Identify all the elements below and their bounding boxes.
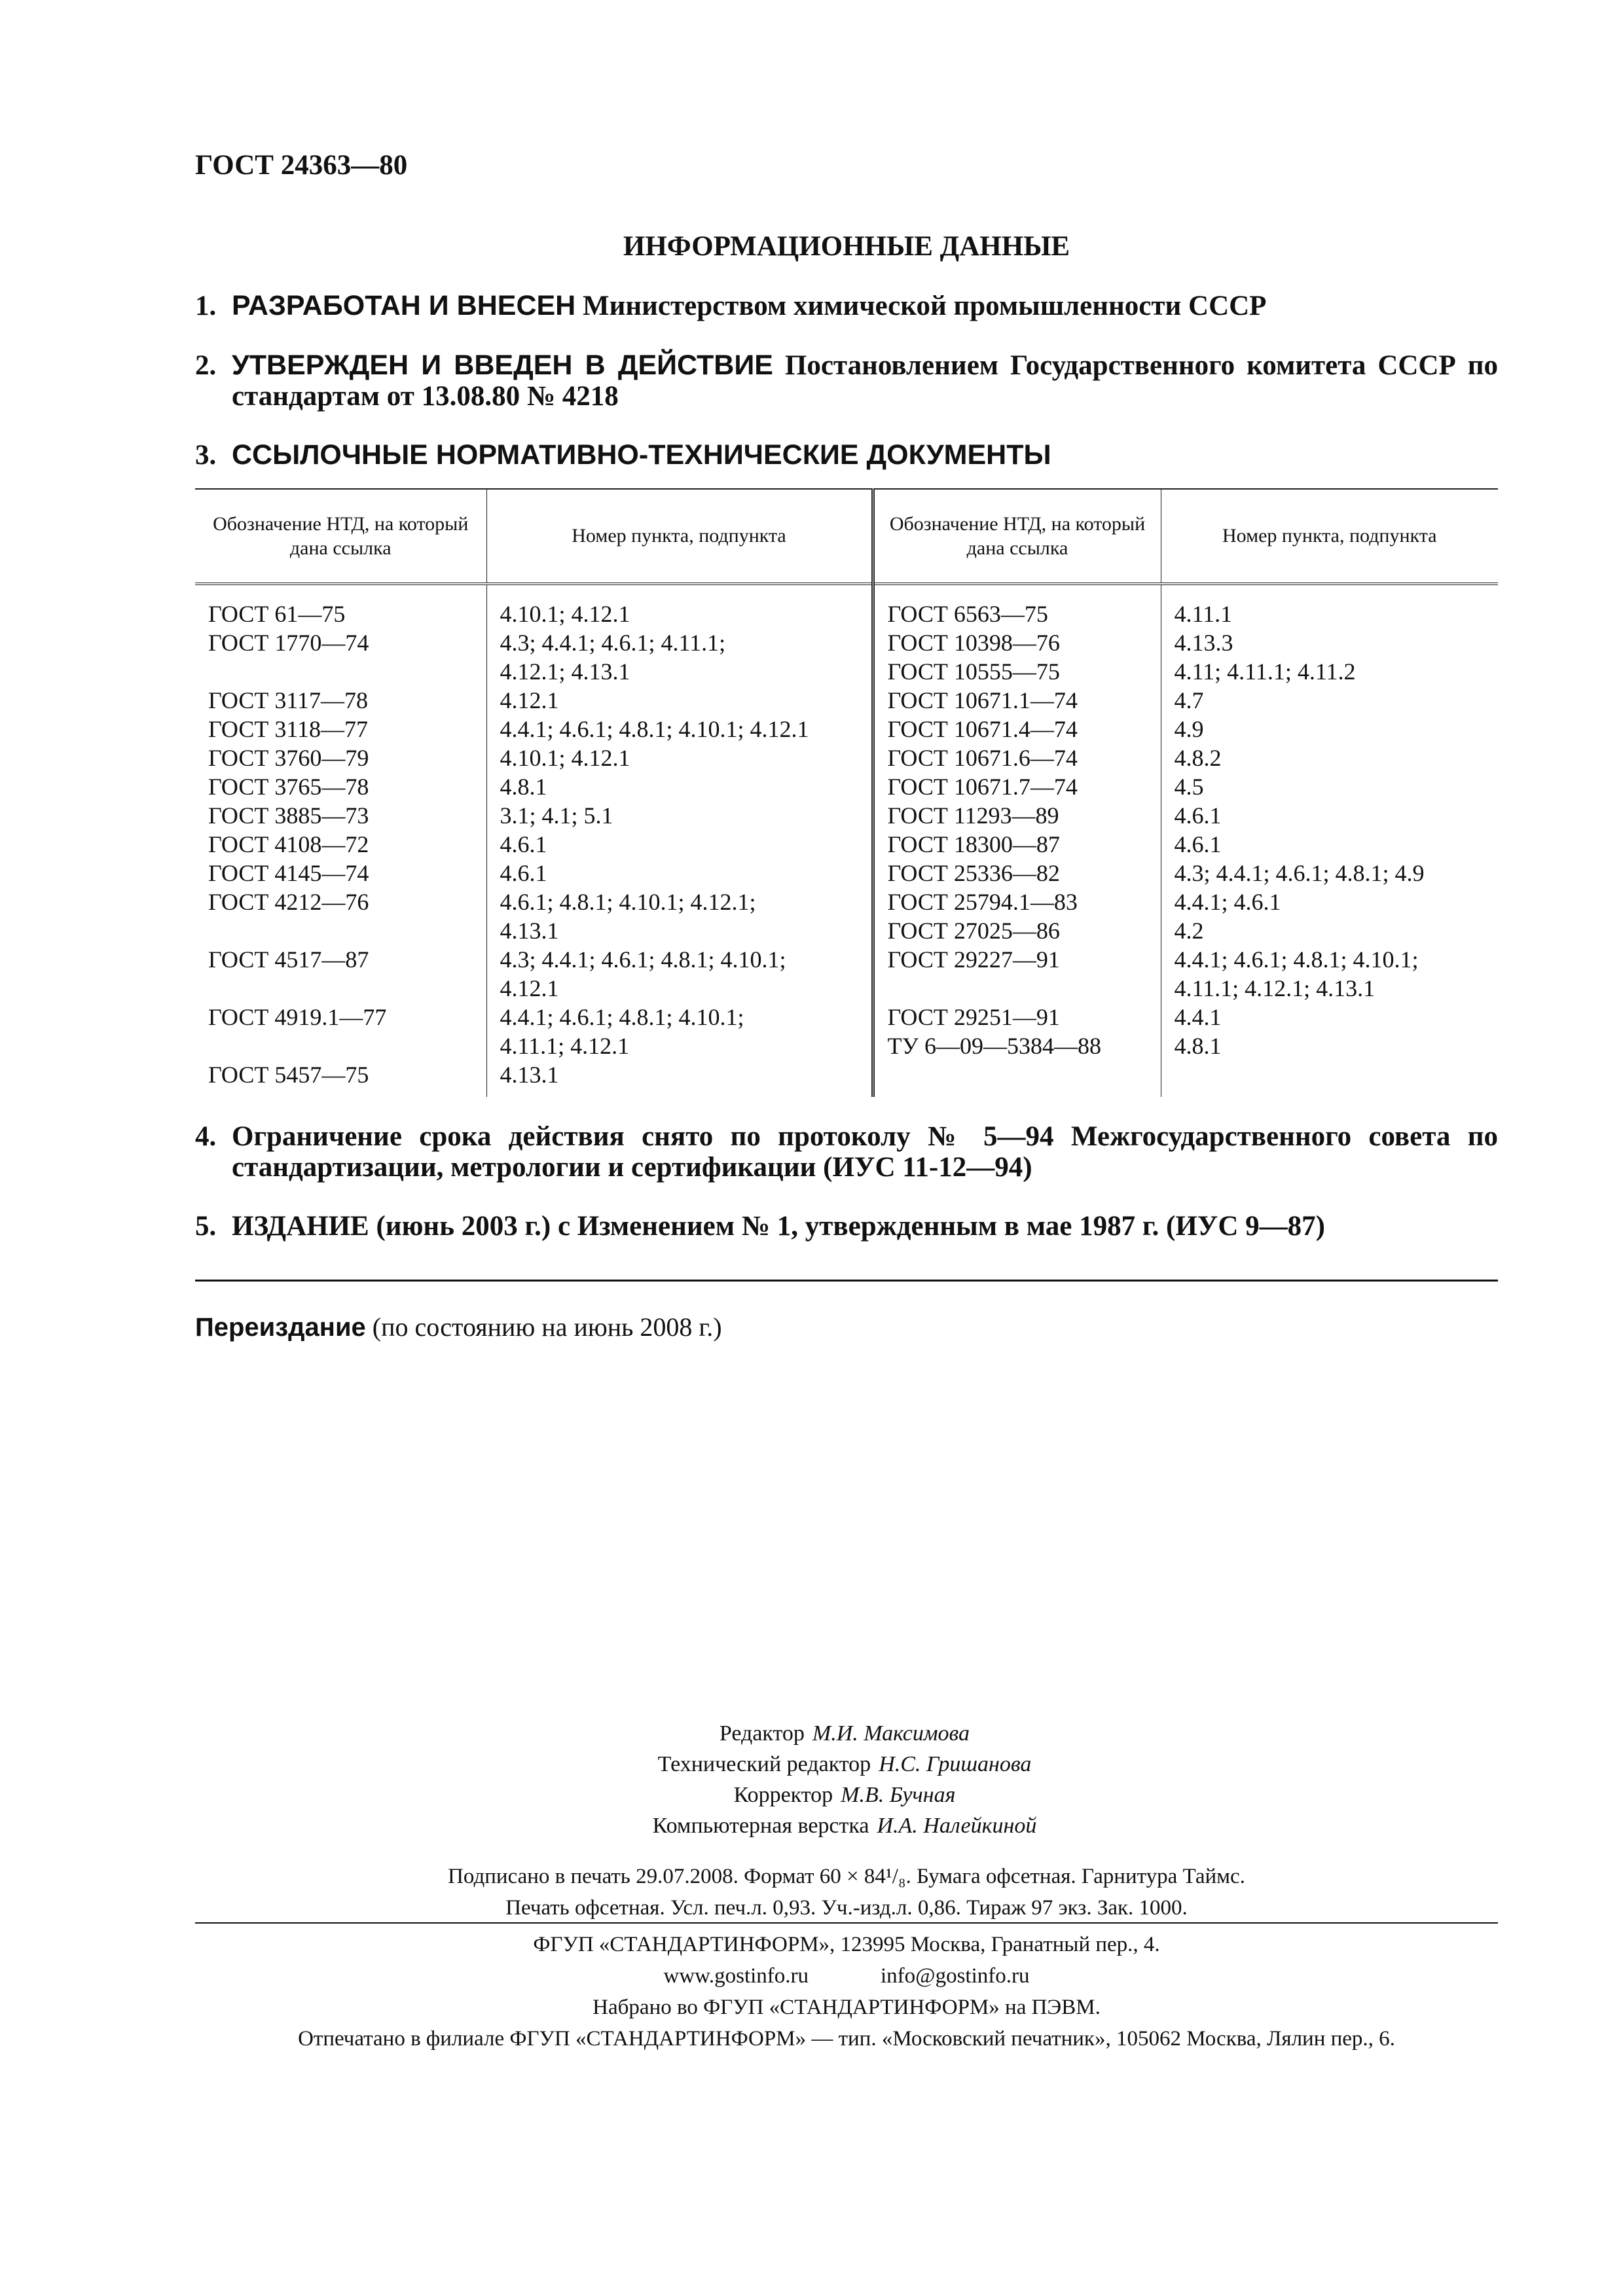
item-number: 3.: [195, 440, 217, 471]
credit-role: Редактор: [719, 1721, 805, 1746]
item-text: Постановлением Государственного комитета СССР по стандартам от 13.08.80 № 4218: [232, 350, 1498, 412]
info-item-2: [195, 350, 1498, 412]
reissue-text: (по состоянию на июнь 2008 г.): [365, 1312, 722, 1342]
left-clauses-cell: 4.10.1; 4.12.1 4.3; 4.4.1; 4.6.1; 4.11.1; 4.12.1; 4.13.1 4.12.1 4.4.1; 4.6.1; 4.8.1; 4.10.1; 4.12.1 4.10.1; 4.12.1 4.8.1 3.1; 4.1; 5.1 4.6.1 4.6.1 4.6.1; 4.8.1; 4.10.1; 4.12.1; 4.13.1 4.3; 4.4.1; 4.6.1; 4.8.1; 4.10.1; 4.12.1 4.4.1; 4.6.1; 4.8.1; 4.10.1; 4.11.1; 4.12.1 4.13.1: [486, 584, 873, 1097]
divider-rule: [195, 1922, 1498, 1924]
publisher-email: info@gostinfo.ru: [881, 1964, 1030, 1988]
reference-documents-table: [195, 488, 1498, 1097]
item-text: Министерством химической промышленности СССР: [575, 291, 1267, 321]
info-item-5: [195, 1211, 1498, 1242]
item-text: ИЗДАНИЕ (июнь 2003 г.) с Изменением № 1, утвержденным в мае 1987 г. (ИУС 9—87): [232, 1211, 1325, 1242]
credit-line: [458, 1810, 1231, 1841]
credit-line: [458, 1749, 1231, 1780]
item-number: 5.: [195, 1211, 217, 1242]
item-lead: ССЫЛОЧНЫЕ НОРМАТИВНО-ТЕХНИЧЕСКИЕ ДОКУМЕНТЫ: [232, 439, 1051, 471]
item-number: 1.: [195, 291, 217, 321]
info-item-4: [195, 1121, 1498, 1183]
item-number: 4.: [195, 1121, 217, 1152]
item-text: Ограничение срока действия снято по протоколу № 5—94 Межгосударственного совета по стандартизации, метрологии и сертификации (ИУС 11-12—94): [232, 1121, 1498, 1183]
credit-name: И.А. Налейкиной: [877, 1814, 1037, 1838]
publisher-block: [195, 1929, 1498, 2054]
print-info-line: Подписано в печать 29.07.2008. Формат 60 × 84¹/₈. Бумага офсетная. Гарнитура Таймс.: [448, 1865, 1245, 1888]
info-item-1: [195, 291, 1498, 321]
table-row: [195, 584, 1498, 1097]
credits-block: [458, 1718, 1231, 1841]
print-info-line: Печать офсетная. Усл. печ.л. 0,93. Уч.-изд.л. 0,86. Тираж 97 экз. Зак. 1000.: [505, 1896, 1188, 1920]
section-title: ИНФОРМАЦИОННЫЕ ДАННЫЕ: [623, 231, 1070, 262]
left-designations-cell: ГОСТ 61—75 ГОСТ 1770—74 ГОСТ 3117—78 ГОСТ 3118—77 ГОСТ 3760—79 ГОСТ 3765—78 ГОСТ 3885—73 ГОСТ 4108—72 ГОСТ 4145—74 ГОСТ 4212—76 ГОСТ 4517—87 ГОСТ 4919.1—77 ГОСТ 5457—75: [208, 601, 387, 1088]
credit-name: Н.С. Гришанова: [879, 1752, 1032, 1776]
publisher-typesetting: Набрано во ФГУП «СТАНДАРТИНФОРМ» на ПЭВМ.: [593, 1996, 1101, 2019]
publisher-website: www.gostinfo.ru: [663, 1964, 809, 1988]
document-code: ГОСТ 24363—80: [195, 150, 408, 181]
credit-role: Корректор: [733, 1783, 833, 1807]
reissue-note: [195, 1312, 722, 1342]
credit-role: Компьютерная верстка: [652, 1814, 869, 1838]
item-lead: РАЗРАБОТАН И ВНЕСЕН: [232, 290, 576, 321]
print-info-block: [195, 1861, 1498, 1924]
divider-rule: [195, 1280, 1498, 1282]
column-header-clause: Номер пункта, подпункта: [1161, 489, 1498, 584]
item-number: 2.: [195, 350, 217, 381]
table-header-row: [195, 489, 1498, 584]
column-header-designation: Обозначение НТД, на который дана ссылка: [195, 489, 486, 584]
credit-line: [458, 1780, 1231, 1810]
credit-line: [458, 1718, 1231, 1749]
credit-name: М.В. Бучная: [841, 1783, 956, 1807]
credit-role: Технический редактор: [657, 1752, 871, 1776]
column-header-clause: Номер пункта, подпункта: [486, 489, 873, 584]
publisher-address: ФГУП «СТАНДАРТИНФОРМ», 123995 Москва, Гранатный пер., 4.: [533, 1933, 1160, 1956]
credit-name: М.И. Максимова: [812, 1721, 970, 1746]
info-item-3: [195, 440, 1498, 471]
column-header-designation: Обозначение НТД, на который дана ссылка: [873, 489, 1161, 584]
right-clauses-cell: 4.11.1 4.13.3 4.11; 4.11.1; 4.11.2 4.7 4.9 4.8.2 4.5 4.6.1 4.6.1 4.3; 4.4.1; 4.6.1; 4.8.1; 4.9 4.4.1; 4.6.1 4.2 4.4.1; 4.6.1; 4.8.1; 4.10.1; 4.11.1; 4.12.1; 4.13.1 4.4.1 4.8.1: [1161, 584, 1498, 1097]
publisher-printing: Отпечатано в филиале ФГУП «СТАНДАРТИНФОРМ» — тип. «Московский печатник», 105062 Москва, Лялин пер., 6.: [298, 2027, 1395, 2051]
publisher-contacts: [195, 1960, 1498, 1992]
right-designations-cell: ГОСТ 6563—75 ГОСТ 10398—76 ГОСТ 10555—75 ГОСТ 10671.1—74 ГОСТ 10671.4—74 ГОСТ 10671.6—74 ГОСТ 10671.7—74 ГОСТ 11293—89 ГОСТ 18300—87 ГОСТ 25336—82 ГОСТ 25794.1—83 ГОСТ 27025—86 ГОСТ 29227—91 ГОСТ 29251—91 ТУ 6—09—5384—88: [873, 584, 1161, 1097]
item-lead: УТВЕРЖДЕН И ВВЕДЕН В ДЕЙСТВИЕ: [232, 350, 773, 381]
reissue-label: Переиздание: [195, 1313, 366, 1342]
